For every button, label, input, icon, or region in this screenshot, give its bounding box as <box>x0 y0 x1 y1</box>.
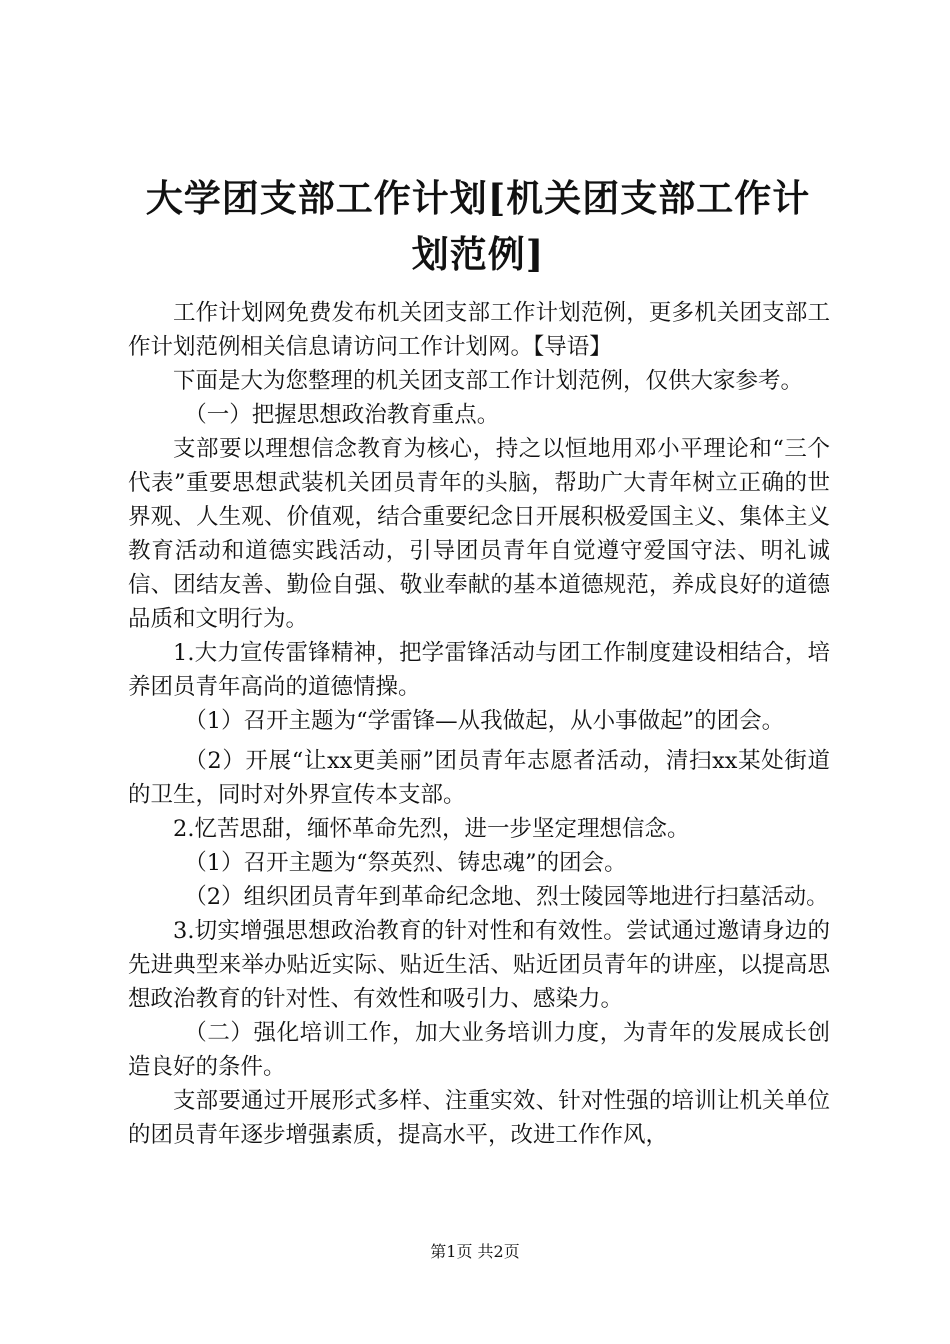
page-number-footer: 第1页 共2页 <box>430 1242 520 1261</box>
paragraph-section-2: 支部要通过开展形式多样、注重实效、针对性强的培训让机关单位的团员青年逐步增强素质，提高水平，改进工作作风， <box>128 1088 830 1148</box>
list-subitem-2-2: （2）组织团员青年到革命纪念地、烈士陵园等地进行扫墓活动。 <box>184 884 829 910</box>
list-item-1: 1.大力宣传雷锋精神，把学雷锋活动与团工作制度建设相结合，培养团员青年高尚的道德情操。 <box>128 640 830 700</box>
document-title: 大学团支部工作计划[机关团支部工作计划范例] <box>145 176 811 276</box>
list-item-3: 3.切实增强思想政治教育的针对性和有效性。尝试通过邀请身边的先进典型来举办贴近实际、贴近生活、贴近团员青年的讲座，以提高思想政治教育的针对性、有效性和吸引力、感染力。 <box>128 918 830 1012</box>
section-heading-1: （一）把握思想政治教育重点。 <box>184 402 500 428</box>
list-subitem-1-1: （1）召开主题为“学雷锋—从我做起，从小事做起”的团会。 <box>184 708 785 734</box>
paragraph-section-1: 支部要以理想信念教育为核心，持之以恒地用邓小平理论和“三个代表”重要思想武装机关团员青年的头脑，帮助广大青年树立正确的世界观、人生观、价值观，结合重要纪念日开展积极爱国主义、集体主义教育活动和道德实践活动，引导团员青年自觉遵守爱国守法、明礼诚信、团结友善、勤俭自强、敬业奉献的基本道德规范，养成良好的道德品质和文明行为。 <box>128 436 830 632</box>
paragraph-lead: 下面是大为您整理的机关团支部工作计划范例，仅供大家参考。 <box>173 368 804 394</box>
list-subitem-1-2: （2）开展“让xx更美丽”团员青年志愿者活动，清扫xx某处街道的卫生，同时对外界宣传本支部。 <box>128 748 830 808</box>
section-heading-2: （二）强化培训工作，加大业务培训力度，为青年的发展成长创造良好的条件。 <box>128 1020 830 1080</box>
paragraph-intro: 工作计划网免费发布机关团支部工作计划范例，更多机关团支部工作计划范例相关信息请访问工作计划网。【导语】 <box>128 300 830 360</box>
document-body <box>128 296 830 1152</box>
list-subitem-2-1: （1）召开主题为“祭英烈、铸忠魂”的团会。 <box>184 850 627 876</box>
list-item-2: 2.忆苦思甜，缅怀革命先烈，进一步坚定理想信念。 <box>173 816 690 842</box>
